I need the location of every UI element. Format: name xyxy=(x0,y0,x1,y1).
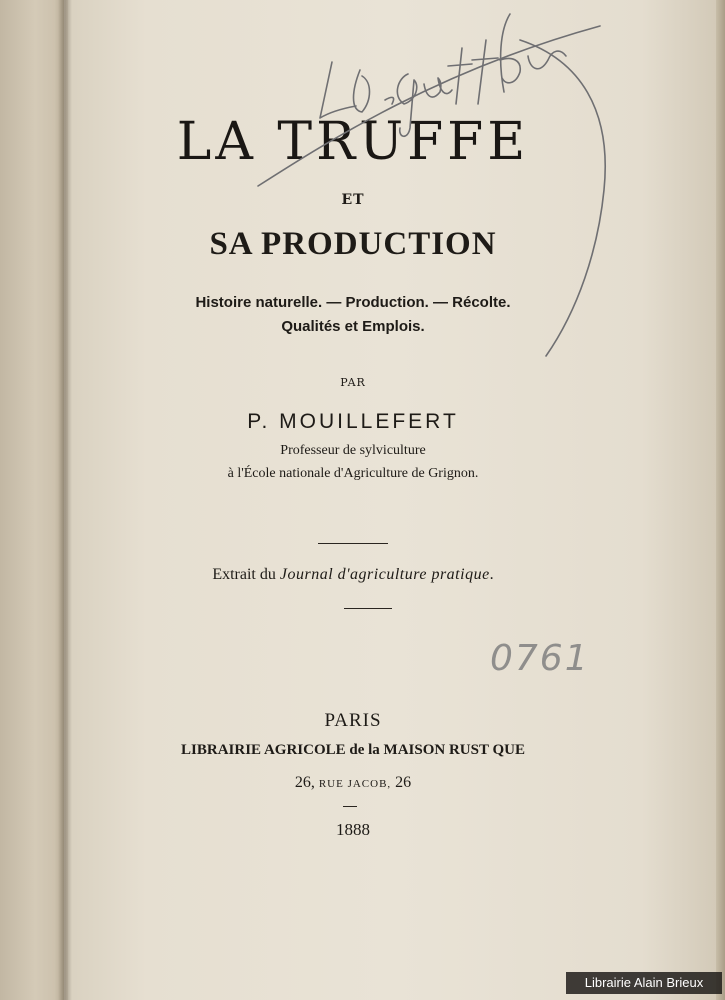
journal-name: Journal d'agriculture pratique xyxy=(279,566,490,583)
extract-note xyxy=(68,566,638,584)
affiliation-line-1: Professeur de sylviculture xyxy=(280,443,426,458)
book-title: LA TRUFFE xyxy=(176,112,530,172)
publisher-name: LIBRAIRIE AGRICOLE de la MAISON RUST QUE xyxy=(181,742,525,758)
divider-rule xyxy=(343,806,357,807)
description-line-2: Qualités et Emplois. xyxy=(281,318,425,335)
publisher-address xyxy=(68,774,638,792)
publication-city: PARIS xyxy=(324,710,382,731)
page-edge xyxy=(716,0,725,1000)
description-line-1: Histoire naturelle. — Production. — Récolte. xyxy=(195,294,511,311)
pencil-annotation-code: 0761 xyxy=(490,638,590,679)
title-conjunction: ET xyxy=(341,192,365,208)
address-number: 26, xyxy=(294,774,315,791)
watermark: Librairie Alain Brieux xyxy=(566,972,722,994)
address-number: 26 xyxy=(395,774,412,791)
by-label: PAR xyxy=(340,376,366,389)
book-subtitle: SA PRODUCTION xyxy=(209,226,497,262)
divider-rule xyxy=(318,543,388,544)
left-page-edge xyxy=(0,0,64,1000)
divider-rule xyxy=(344,608,392,609)
address-street: RUE JACOB, xyxy=(318,778,392,790)
extract-suffix: . xyxy=(489,566,494,583)
author-name: P. MOUILLEFERT xyxy=(247,410,459,433)
affiliation-line-2: à l'École nationale d'Agriculture de Grignon. xyxy=(227,466,479,481)
extract-prefix: Extrait du xyxy=(212,566,276,583)
publication-year: 1888 xyxy=(336,820,370,839)
